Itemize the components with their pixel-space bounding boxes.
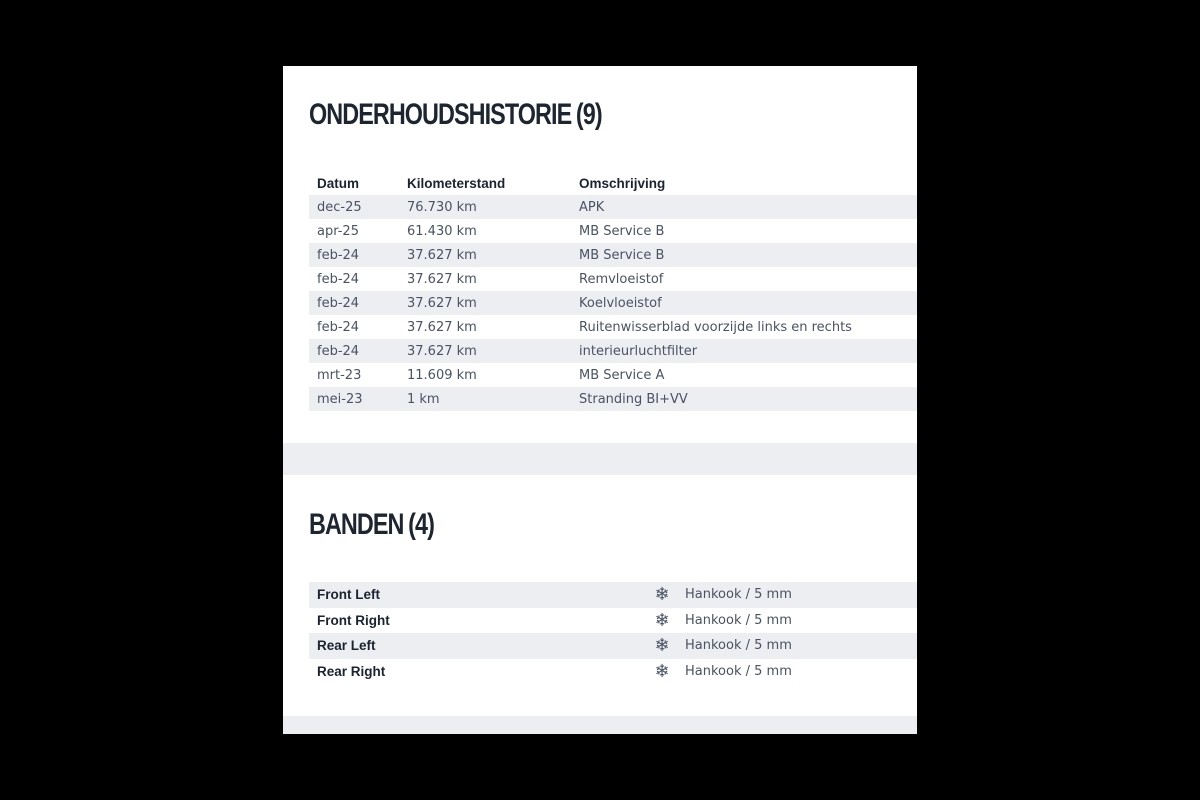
maintenance-table (309, 171, 917, 411)
list-item (309, 582, 917, 608)
tyre-position: Rear Left (317, 638, 376, 654)
mileage-cell: 11.609 km (407, 367, 477, 383)
description-cell: Remvloeistof (579, 271, 664, 287)
maintenance-title (309, 98, 602, 132)
vehicle-history-card (283, 66, 917, 734)
date-cell: mrt-23 (317, 367, 362, 383)
list-item (309, 633, 917, 659)
description-cell: MB Service B (579, 223, 665, 239)
table-row (309, 387, 917, 411)
description-cell: MB Service B (571, 243, 917, 267)
mileage-cell: 37.627 km (407, 319, 477, 335)
tyre-position: Rear Right (317, 663, 386, 679)
date-cell: feb-24 (317, 271, 360, 287)
tyre-position: Front Right (317, 612, 390, 628)
tyre-description: Hankook / 5 mm (685, 587, 792, 603)
description-cell: APK (571, 195, 917, 219)
tyre-description: Hankook / 5 mm (685, 612, 792, 628)
maintenance-title-text: ONDERHOUDSHISTORIE (309, 98, 572, 131)
tyres-title (309, 508, 434, 542)
maintenance-count: (9) (575, 98, 602, 131)
description-cell: interieurluchtfilter (571, 339, 917, 363)
mileage-cell: 61.430 km (407, 223, 477, 239)
tyres-list (309, 582, 917, 684)
tyres-title-text: BANDEN (309, 508, 404, 541)
table-row (309, 195, 917, 219)
date-cell: mei-23 (309, 387, 399, 411)
column-header-mileage: Kilometerstand (407, 175, 506, 191)
table-header-row (309, 171, 917, 195)
tyre-position: Front Left (317, 587, 380, 603)
snowflake-icon: ❄ (654, 584, 670, 605)
column-header-description: Omschrijving (579, 175, 666, 191)
mileage-cell: 76.730 km (399, 195, 571, 219)
table-row (309, 315, 917, 339)
table-row (309, 339, 917, 363)
list-item (309, 608, 917, 634)
snowflake-icon: ❄ (654, 635, 670, 656)
mileage-cell: 37.627 km (407, 271, 477, 287)
date-cell: apr-25 (317, 223, 359, 239)
date-cell: feb-24 (309, 291, 399, 315)
column-header-date: Datum (317, 175, 360, 191)
snowflake-icon: ❄ (654, 609, 670, 631)
tyre-description: Hankook / 5 mm (685, 638, 792, 654)
description-cell: Ruitenwisserblad voorzijde links en rechts (579, 319, 852, 335)
mileage-cell: 37.627 km (399, 243, 571, 267)
table-row (309, 243, 917, 267)
date-cell: feb-24 (309, 339, 399, 363)
table-row (309, 291, 917, 315)
mileage-cell: 37.627 km (399, 339, 571, 363)
mileage-cell: 37.627 km (399, 291, 571, 315)
description-cell: Koelvloeistof (571, 291, 917, 315)
list-item (309, 659, 917, 685)
table-row (309, 219, 917, 243)
date-cell: dec-25 (309, 195, 399, 219)
table-row (309, 363, 917, 387)
tyre-description: Hankook / 5 mm (685, 663, 792, 679)
description-cell: MB Service A (579, 367, 665, 383)
snowflake-icon: ❄ (654, 660, 670, 682)
table-row (309, 267, 917, 291)
mileage-cell: 1 km (399, 387, 571, 411)
date-cell: feb-24 (317, 319, 360, 335)
section-divider-bottom (283, 716, 917, 734)
section-divider (283, 443, 917, 475)
date-cell: feb-24 (309, 243, 399, 267)
description-cell: Stranding BI+VV (571, 387, 917, 411)
tyres-count: (4) (408, 508, 434, 541)
